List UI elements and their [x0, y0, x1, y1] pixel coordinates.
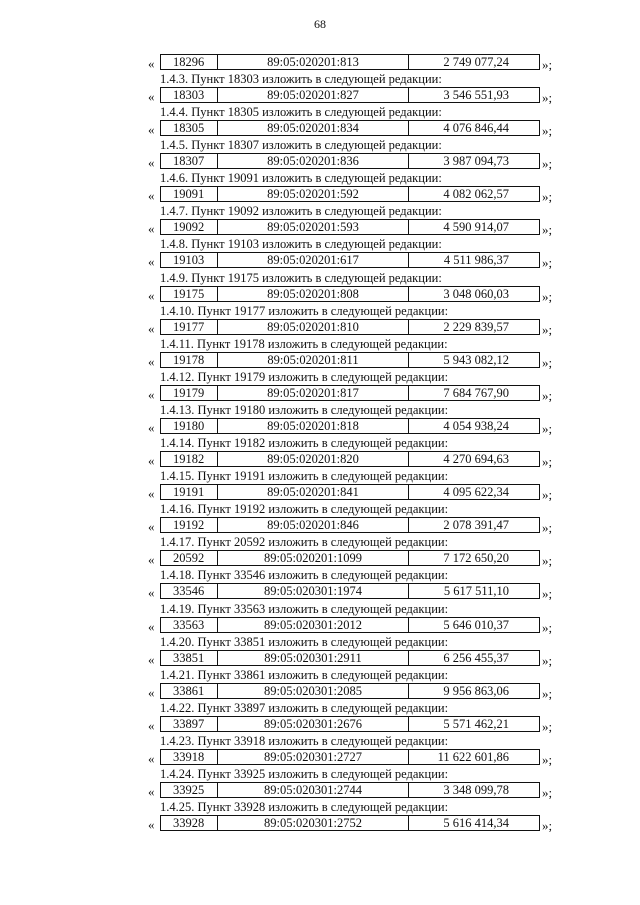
cadastral-value: 4 270 694,63 [443, 452, 509, 467]
cadastral-value: 11 622 601,86 [437, 749, 509, 764]
quote-open: « [148, 552, 155, 568]
quote-close: »; [542, 420, 553, 436]
quote-open: « [148, 750, 155, 766]
entry-table [160, 815, 540, 831]
amendment-heading: 1.4.13. Пункт 19180 изложить в следующей редакции: [160, 402, 449, 417]
quote-open: « [148, 89, 155, 104]
cadastral-value: 4 590 914,07 [443, 220, 509, 235]
amendment-heading: 1.4.4. Пункт 18305 изложить в следующей редакции: [160, 105, 442, 120]
entry-table [160, 517, 540, 533]
amendment-entry [0, 569, 640, 602]
cadastral-value: 2 078 391,47 [443, 518, 509, 533]
entry-number: 20592 [161, 551, 218, 565]
amendment-entry [0, 106, 640, 139]
cadastral-number: 89:05:020301:1974 [218, 584, 409, 598]
cadastral-value: 4 095 622,34 [443, 485, 509, 500]
table-row [0, 186, 640, 204]
quote-open: « [148, 254, 155, 270]
quote-close: »; [542, 818, 553, 834]
cadastral-number: 89:05:020301:2911 [218, 651, 409, 665]
entry-number: 19192 [161, 518, 218, 532]
quote-close: »; [542, 751, 553, 767]
amendment-heading: 1.4.23. Пункт 33918 изложить в следующей редакции: [160, 733, 449, 748]
cadastral-value: 7 172 650,20 [443, 551, 509, 566]
quote-open: « [148, 618, 155, 634]
quote-open: « [148, 188, 155, 204]
amendment-heading: 1.4.6. Пункт 19091 изложить в следующей редакции: [160, 171, 442, 186]
quote-close: »; [542, 685, 553, 701]
cadastral-number: 89:05:020301:2744 [218, 783, 409, 797]
entry-number: 33546 [161, 584, 218, 598]
quote-open: « [148, 585, 155, 601]
entry-table [160, 385, 540, 401]
quote-open: « [148, 717, 155, 733]
entry-number: 18303 [161, 88, 218, 102]
amendment-heading: 1.4.14. Пункт 19182 изложить в следующей редакции: [160, 436, 449, 451]
cadastral-number: 89:05:020201:808 [218, 287, 409, 301]
quote-close: »; [542, 222, 553, 238]
cadastral-value: 5 943 082,12 [443, 352, 509, 367]
cadastral-value: 5 571 462,21 [443, 716, 509, 731]
amendment-entry [0, 603, 640, 636]
amendment-entry [0, 536, 640, 569]
table-row [0, 716, 640, 734]
entry-number: 19103 [161, 253, 218, 267]
amendment-heading: 1.4.11. Пункт 19178 изложить в следующей редакции: [160, 336, 448, 351]
entry-number: 18296 [161, 55, 218, 69]
entry-number: 19091 [161, 187, 218, 201]
quote-close: »; [542, 553, 553, 569]
table-row [0, 782, 640, 800]
cadastral-number: 89:05:020201:846 [218, 518, 409, 532]
table-row [0, 550, 640, 568]
entry-number: 33918 [161, 750, 218, 764]
cadastral-number: 89:05:020301:2676 [218, 717, 409, 731]
table-row [0, 683, 640, 701]
amendment-entry [0, 503, 640, 536]
entry-number: 19180 [161, 419, 218, 433]
entry-table [160, 87, 540, 103]
quote-open: « [148, 122, 155, 138]
quote-close: »; [542, 619, 553, 635]
entry-table [160, 153, 540, 169]
table-row [0, 815, 640, 833]
amendment-entry [0, 371, 640, 404]
amendment-entry [0, 801, 640, 834]
quote-open: « [148, 155, 155, 171]
quote-close: »; [542, 586, 553, 602]
cadastral-number: 89:05:020301:2012 [218, 618, 409, 632]
amendment-heading: 1.4.18. Пункт 33546 изложить в следующей редакции: [160, 568, 449, 583]
entry-number: 33861 [161, 684, 218, 698]
cadastral-value: 4 511 986,37 [443, 253, 509, 268]
table-row [0, 451, 640, 469]
amendment-heading: 1.4.24. Пункт 33925 изложить в следующей редакции: [160, 766, 449, 781]
cadastral-value: 5 617 511,10 [443, 584, 509, 599]
table-row [0, 153, 640, 171]
entry-table [160, 120, 540, 136]
entry-table [160, 716, 540, 732]
quote-open: « [148, 453, 155, 469]
cadastral-number: 89:05:020201:592 [218, 187, 409, 201]
entry-table [160, 54, 540, 70]
quote-open: « [148, 287, 155, 303]
cadastral-number: 89:05:020201:817 [218, 386, 409, 400]
cadastral-number: 89:05:020301:2085 [218, 684, 409, 698]
quote-close: »; [542, 288, 553, 304]
amendment-entry [0, 73, 640, 106]
quote-close: »; [542, 354, 553, 370]
cadastral-value: 4 082 062,57 [443, 187, 509, 202]
quote-open: « [148, 817, 155, 833]
table-row [0, 583, 640, 601]
quote-close: »; [542, 123, 553, 139]
amendment-heading: 1.4.16. Пункт 19192 изложить в следующей редакции: [160, 502, 449, 517]
amendment-heading: 1.4.7. Пункт 19092 изложить в следующей редакции: [160, 204, 442, 219]
cadastral-number: 89:05:020301:2727 [218, 750, 409, 764]
cadastral-number: 89:05:020201:827 [218, 88, 409, 102]
cadastral-value: 3 987 094,73 [443, 154, 509, 169]
table-row [0, 385, 640, 403]
entry-table [160, 617, 540, 633]
cadastral-number: 89:05:020201:820 [218, 452, 409, 466]
quote-close: »; [542, 255, 553, 271]
page-number: 68 [314, 17, 326, 31]
entry-table [160, 583, 540, 599]
amendment-entry [0, 172, 640, 205]
quote-open: « [148, 320, 155, 336]
quote-open: « [148, 486, 155, 502]
quote-close: »; [542, 156, 553, 172]
entry-table [160, 749, 540, 765]
table-row [0, 219, 640, 237]
entry-table [160, 418, 540, 434]
amendment-heading: 1.4.10. Пункт 19177 изложить в следующей редакции: [160, 303, 449, 318]
cadastral-number: 89:05:020201:841 [218, 485, 409, 499]
entry-table [160, 650, 540, 666]
amendment-entry [0, 305, 640, 338]
entry-table [160, 550, 540, 566]
quote-open: « [148, 419, 155, 435]
amendment-heading: 1.4.25. Пункт 33928 изложить в следующей редакции: [160, 800, 449, 815]
amendment-entry [0, 139, 640, 172]
table-row [0, 517, 640, 535]
cadastral-number: 89:05:020201:813 [218, 55, 409, 69]
amendment-heading: 1.4.9. Пункт 19175 изложить в следующей редакции: [160, 270, 442, 285]
amendment-heading: 1.4.22. Пункт 33897 изложить в следующей редакции: [160, 700, 449, 715]
cadastral-value: 3 048 060,03 [443, 286, 509, 301]
cadastral-value: 5 616 414,34 [443, 816, 509, 831]
entry-table [160, 782, 540, 798]
amendment-entry [0, 272, 640, 305]
amendment-heading: 1.4.17. Пункт 20592 изложить в следующей редакции: [160, 535, 449, 550]
cadastral-number: 89:05:020301:2752 [218, 816, 409, 830]
quote-close: »; [542, 57, 553, 72]
cadastral-value: 3 348 099,78 [443, 782, 509, 797]
amendment-heading: 1.4.3. Пункт 18303 изложить в следующей редакции: [160, 72, 442, 86]
quote-close: »; [542, 487, 553, 503]
entry-table [160, 219, 540, 235]
cadastral-number: 89:05:020201:834 [218, 121, 409, 135]
amendment-entry [0, 735, 640, 768]
entry-table [160, 352, 540, 368]
table-row [0, 54, 640, 72]
cadastral-value: 9 956 863,06 [443, 683, 509, 698]
entry-number: 19179 [161, 386, 218, 400]
entry-table [160, 319, 540, 335]
amendment-entry [0, 768, 640, 801]
table-row [0, 120, 640, 138]
entry-table [160, 683, 540, 699]
quote-open: « [148, 353, 155, 369]
entry-number: 33563 [161, 618, 218, 632]
quote-close: »; [542, 90, 553, 105]
amendment-heading: 1.4.15. Пункт 19191 изложить в следующей редакции: [160, 469, 449, 484]
entry-table [160, 451, 540, 467]
quote-open: « [148, 56, 155, 71]
quote-close: »; [542, 718, 553, 734]
quote-close: »; [542, 784, 553, 800]
cadastral-number: 89:05:020201:593 [218, 220, 409, 234]
entry-table [160, 484, 540, 500]
amendment-heading: 1.4.19. Пункт 33563 изложить в следующей редакции: [160, 601, 449, 616]
entry-number: 18307 [161, 154, 218, 168]
entry-number: 19092 [161, 220, 218, 234]
table-row [0, 252, 640, 270]
quote-open: « [148, 684, 155, 700]
amendment-entry [0, 470, 640, 503]
amendment-entry [0, 238, 640, 271]
quote-close: »; [542, 520, 553, 536]
amendment-entry [0, 702, 640, 735]
amendment-heading: 1.4.21. Пункт 33861 изложить в следующей редакции: [160, 667, 449, 682]
quote-close: »; [542, 321, 553, 337]
cadastral-number: 89:05:020201:617 [218, 253, 409, 267]
amendment-entry [0, 205, 640, 238]
table-row [0, 87, 640, 105]
entry-number: 19178 [161, 353, 218, 367]
first-entry [0, 52, 640, 73]
cadastral-value: 4 076 846,44 [443, 121, 509, 136]
cadastral-value: 2 229 839,57 [443, 319, 509, 334]
entry-number: 33897 [161, 717, 218, 731]
quote-open: « [148, 651, 155, 667]
amendment-entry [0, 437, 640, 470]
table-row [0, 418, 640, 436]
entry-table [160, 286, 540, 302]
cadastral-number: 89:05:020201:1099 [218, 551, 409, 565]
cadastral-number: 89:05:020201:818 [218, 419, 409, 433]
quote-open: « [148, 519, 155, 535]
cadastral-number: 89:05:020201:836 [218, 154, 409, 168]
quote-open: « [148, 386, 155, 402]
entry-number: 33851 [161, 651, 218, 665]
amendment-entry [0, 338, 640, 371]
entry-table [160, 186, 540, 202]
table-row [0, 617, 640, 635]
cadastral-value: 5 646 010,37 [443, 617, 509, 632]
table-row [0, 650, 640, 668]
entry-number: 19175 [161, 287, 218, 301]
entry-number: 18305 [161, 121, 218, 135]
document-body [0, 52, 640, 834]
amendment-entry [0, 636, 640, 669]
amendment-heading: 1.4.12. Пункт 19179 изложить в следующей редакции: [160, 369, 449, 384]
amendment-heading: 1.4.8. Пункт 19103 изложить в следующей редакции: [160, 237, 442, 252]
table-row [0, 352, 640, 370]
table-row [0, 286, 640, 304]
entry-number: 19182 [161, 452, 218, 466]
cadastral-value: 2 749 077,24 [443, 55, 509, 69]
table-row [0, 484, 640, 502]
quote-close: »; [542, 652, 553, 668]
table-row [0, 749, 640, 767]
quote-close: »; [542, 454, 553, 470]
quote-open: « [148, 221, 155, 237]
entry-table [160, 252, 540, 268]
quote-close: »; [542, 189, 553, 205]
entry-number: 33928 [161, 816, 218, 830]
amendment-heading: 1.4.5. Пункт 18307 изложить в следующей редакции: [160, 138, 442, 153]
cadastral-number: 89:05:020201:811 [218, 353, 409, 367]
quote-close: »; [542, 387, 553, 403]
amendment-entry [0, 669, 640, 702]
entry-number: 33925 [161, 783, 218, 797]
cadastral-value: 4 054 938,24 [443, 418, 509, 433]
table-row [0, 319, 640, 337]
entry-number: 19191 [161, 485, 218, 499]
amendment-entry [0, 404, 640, 437]
entry-number: 19177 [161, 320, 218, 334]
cadastral-value: 6 256 455,37 [443, 650, 509, 665]
amendment-heading: 1.4.20. Пункт 33851 изложить в следующей редакции: [160, 634, 449, 649]
cadastral-value: 3 546 551,93 [443, 88, 509, 102]
cadastral-value: 7 684 767,90 [443, 385, 509, 400]
cadastral-number: 89:05:020201:810 [218, 320, 409, 334]
quote-open: « [148, 783, 155, 799]
